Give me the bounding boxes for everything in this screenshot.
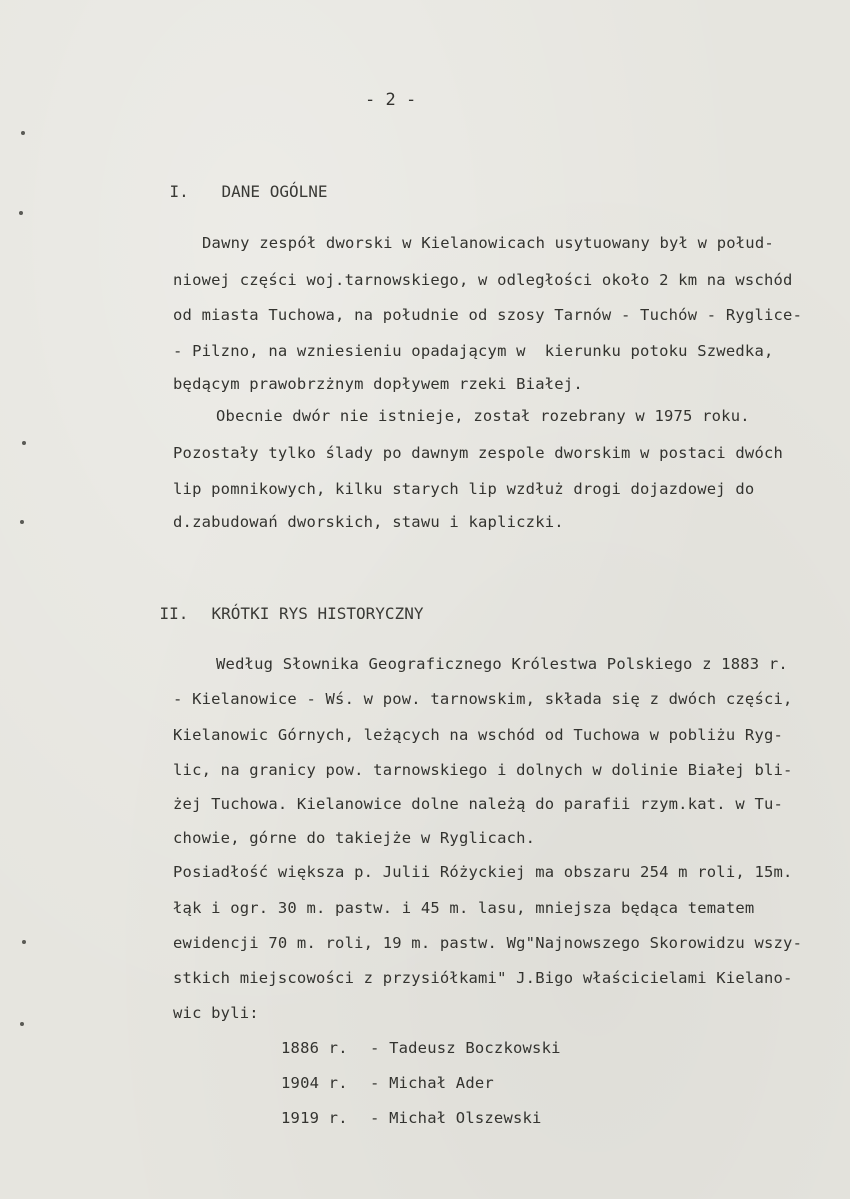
text-line: niowej części woj.tarnowskiego, w odległości około 2 km na wschód [173,271,793,289]
section-numeral: II. [159,604,189,623]
section-numeral: I. [169,182,189,201]
text-line: d.zabudowań dworskich, stawu i kapliczki. [173,513,564,531]
text-line: stkich miejscowości z przysiółkami" J.Bigo właścicielami Kielano- [173,969,793,987]
margin-speck [20,520,24,524]
owner-year: 1919 r. [281,1109,348,1127]
page-number: - 2 - [365,90,417,110]
text-line: - Pilzno, na wzniesieniu opadającym w kierunku potoku Szwedka, [173,342,774,360]
text-line: będącym prawobrzżnym dopływem rzeki Białej. [173,375,583,393]
text-line: łąk i ogr. 30 m. pastw. i 45 m. lasu, mniejsza będąca tematem [173,899,755,917]
section-title: DANE OGÓLNE [221,182,328,201]
text-line: od miasta Tuchowa, na południe od szosy Tarnów - Tuchów - Ryglice- [173,306,803,324]
section-title: KRÓTKI RYS HISTORYCZNY [211,604,424,623]
margin-speck [21,131,25,135]
text-line: Dawny zespół dworski w Kielanowicach usytuowany był w połud- [202,234,774,252]
owner-name: - Tadeusz Boczkowski [370,1039,561,1057]
owner-name: - Michał Olszewski [370,1109,542,1127]
text-line: Pozostały tylko ślady po dawnym zespole dworskim w postaci dwóch [173,444,784,462]
text-line: Według Słownika Geograficznego Królestwa Polskiego z 1883 r. [216,655,788,673]
text-line: chowie, górne do takiejże w Ryglicach. [173,829,536,847]
text-line: lic, na granicy pow. tarnowskiego i dolnych w dolinie Białej bli- [173,761,793,779]
text-line: wic byli: [173,1004,259,1022]
text-line: Posiadłość większa p. Julii Różyckiej ma obszaru 254 m roli, 15m. [173,863,793,881]
text-line: Obecnie dwór nie istnieje, został rozebrany w 1975 roku. [216,407,750,425]
owner-year: 1904 r. [281,1074,348,1092]
text-line: ewidencji 70 m. roli, 19 m. pastw. Wg"Najnowszego Skorowidzu wszy- [173,934,803,952]
text-line: lip pomnikowych, kilku starych lip wzdłuż drogi dojazdowej do [173,480,755,498]
section-heading-general [131,162,328,222]
margin-speck [22,441,26,445]
section-heading-history [121,584,423,644]
owner-year: 1886 r. [281,1039,348,1057]
margin-speck [22,940,26,944]
text-line: żej Tuchowa. Kielanowice dolne należą do parafii rzym.kat. w Tu- [173,795,784,813]
text-line: Kielanowic Górnych, leżących na wschód od Tuchowa w pobliżu Ryg- [173,726,784,744]
text-line: - Kielanowice - Wś. w pow. tarnowskim, składa się z dwóch części, [173,690,793,708]
margin-speck [19,211,23,215]
margin-speck [20,1022,24,1026]
owner-name: - Michał Ader [370,1074,494,1092]
